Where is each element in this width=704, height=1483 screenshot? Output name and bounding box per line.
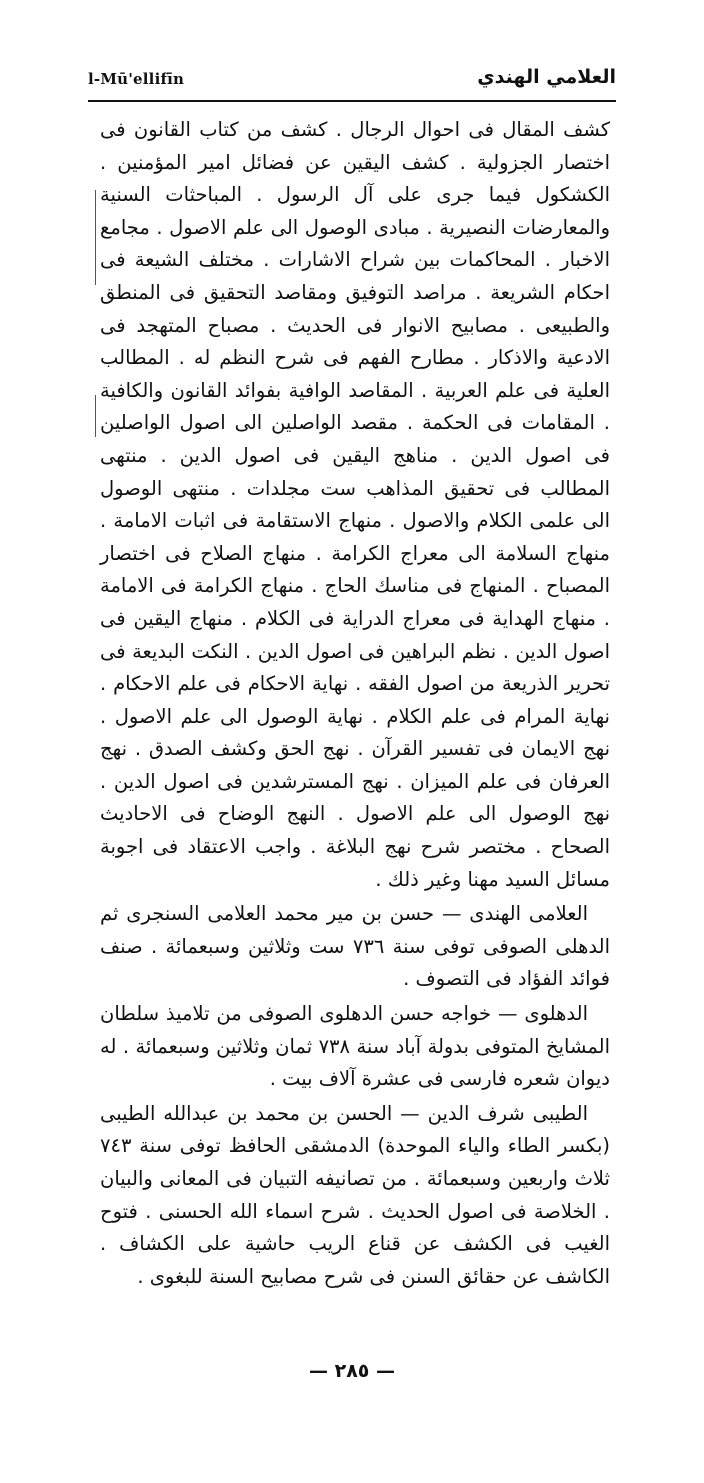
running-head-arabic: العلامي الهندي xyxy=(477,66,616,88)
paragraph-entry-tibi: الطيبى شرف الدين — الحسن بن محمد بن عبدالله الطيبى (بكسر الطاء والياء الموحدة) الدمشقى الحافظ توفى سنة ٧٤٣ ثلاث واربعين وسبعمائة . من تصانيفه التبيان فى المعانى والبيان . الخلاصة فى اصول الحديث . شرح اسماء الله الحسنى . فتوح الغيب فى الكشف عن قناع الريب حاشية على الكشاف . الكاشف عن حقائق السنن فى شرح مصابيح السنة للبغوى . xyxy=(100,1101,610,1288)
header-rule xyxy=(88,100,616,102)
running-head xyxy=(88,66,616,100)
paragraph-entry-allami: العلامى الهندى — حسن بن مير محمد العلامى السنجرى ثم الدهلى الصوفى توفى سنة ٧٣٦ ست وثلاثين وسبعمائة . صنف فوائد الفؤاد فى التصوف . xyxy=(100,902,610,991)
running-head-latin: l-Mū'ellifīn xyxy=(88,70,185,88)
body-text xyxy=(100,114,610,1293)
paragraph-entry-dihlawi: الدهلوى — خواجه حسن الدهلوى الصوفى من تلاميذ سلطان المشايخ المتوفى بدولة آباد سنة ٧٣٨ ثمان وثلاثين وسبعمائة . له ديوان شعره فارسى فى عشرة آلاف بيت . xyxy=(100,1002,611,1091)
margin-mark xyxy=(95,190,96,285)
page-number: — ٢٨٥ — xyxy=(308,1360,396,1382)
margin-mark xyxy=(95,395,96,437)
paragraph-works-list: كشف المقال فى احوال الرجال . كشف من كتاب القانون فى اختصار الجزولية . كشف اليقين عن فضائل امير المؤمنين . الكشكول فيما جرى على آل الرسول . المباحثات السنية والمعارضات النصيرية . مبادى الوصول الى علم الاصول . مجامع الاخبار . المحاكمات بين شراح الاشارات . مختلف الشيعة فى احكام الشريعة . مراصد التوفيق ومقاصد التحقيق فى المنطق والطبيعى . مصابيح الانوار فى الحديث . مصباح المتهجد فى الادعية والاذكار . مطارح الفهم فى شرح النظم له . المطالب العلية فى علم العربية . المقاصد الوافية بفوائد القانون والكافية . المقامات فى الحكمة . مقصد الواصلين الى اصول الواصلين فى اصول الدين . مناهج اليقين فى اصول الدين . منتهى المطالب فى تحقيق المذاهب ست مجلدات . منتهى الوصول الى علمى الكلام والاصول . منهاج الاستقامة فى اثبات الامامة . منهاج السلامة الى معراج الكرامة . منهاج الصلاح فى اختصار المصباح . المنهاج فى مناسك الحاج . منهاج الكرامة فى الامامة . منهاج الهداية فى معراج الدراية فى الكلام . منهاج اليقين فى اصول الدين . نظم البراهين فى اصول الدين . النكت البديعة فى تحرير الذريعة من اصول الفقه . نهاية الاحكام فى علم الاحكام . نهاية المرام فى علم الكلام . نهاية الوصول الى علم الاصول . نهج الايمان فى تفسير القرآن . نهج الحق وكشف الصدق . نهج العرفان فى علم الميزان . نهج المسترشدين فى اصول الدين . نهج الوصول الى علم الاصول . النهج الوضاح فى الاحاديث الصحاح . مختصر شرح نهج البلاغة . واجب الاعتقاد فى اجوبة مسائل السيد مهنا وغير ذلك . xyxy=(100,118,610,891)
